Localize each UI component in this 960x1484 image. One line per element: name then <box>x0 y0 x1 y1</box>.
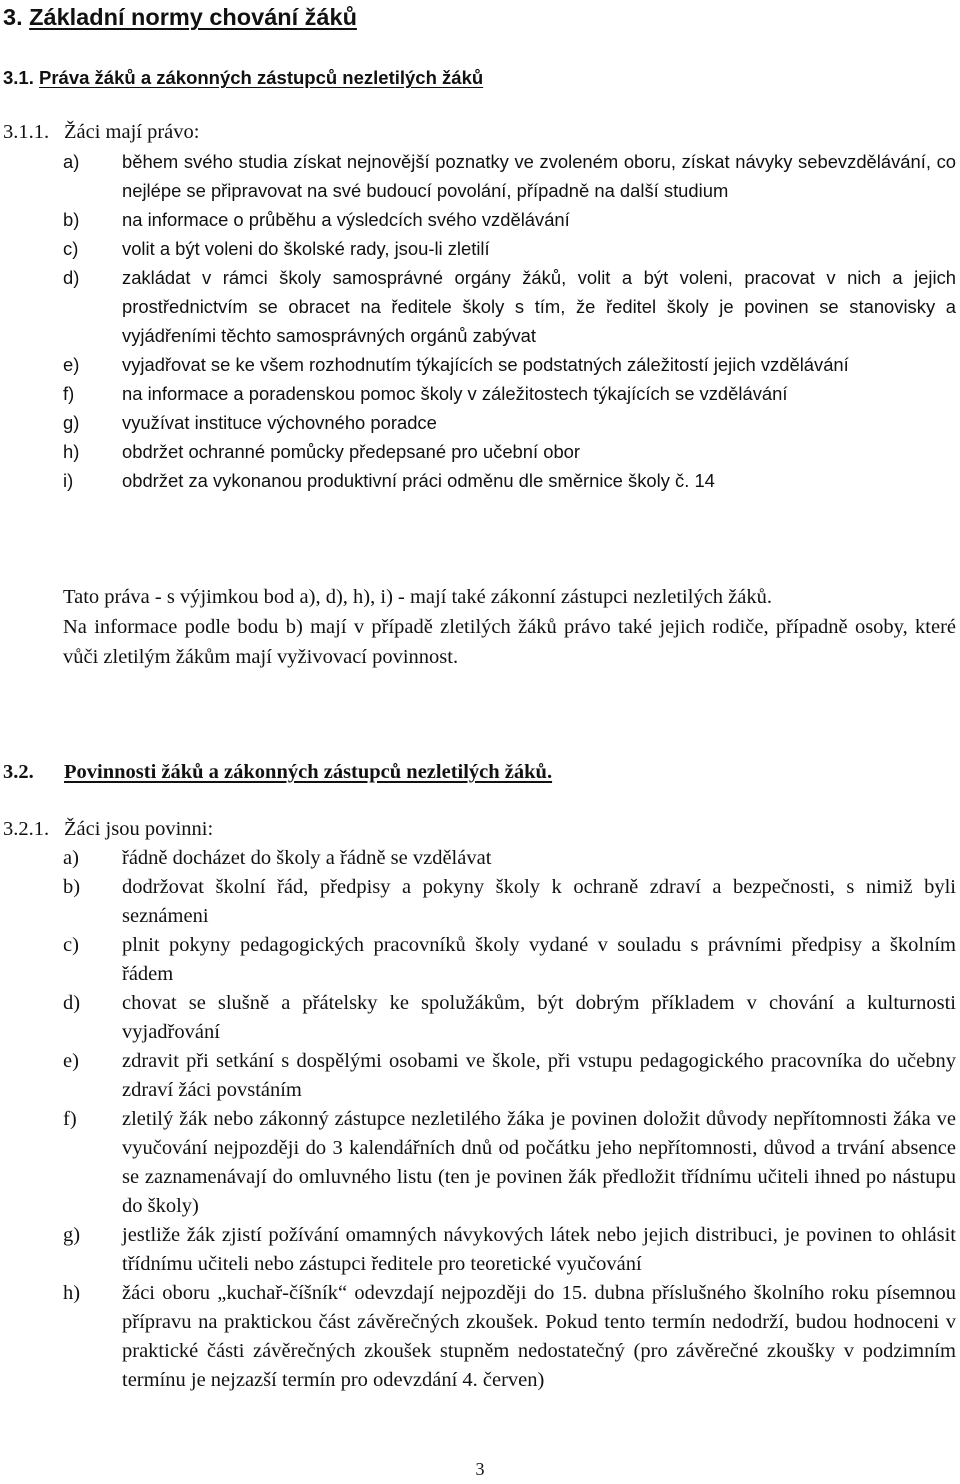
list-item: b) na informace o průběhu a výsledcích svého vzdělávání <box>63 209 570 230</box>
list-item: h) žáci oboru „kuchař-číšník“ odevzdají nejpozději do 15. dubna příslušného školního roku písemnou přípravu na praktickou část závěrečných zkoušek. Pokud tento termín nedodrží, budou hodnoceni v praktické části závěrečných zkoušek stupněm nedostatečný (pro závěrečné zkoušky v podzimním termínu je nejzazší termín pro odevzdání 4. červen) <box>63 1282 956 1391</box>
section-title: Práva žáků a zákonných zástupců nezletilých žáků <box>39 67 484 88</box>
list-item: h) obdržet ochranné pomůcky předepsané pro učební obor <box>63 441 581 462</box>
chapter-number: 3. <box>3 4 23 30</box>
list-item: f) zletilý žák nebo zákonný zástupce nezletilého žáka je povinen doložit důvody nepřítomnosti žáka ve vyučování nejpozději do 3 kalendářních dnů od počátku jeho nepřítomnosti, důvod a trvání absence se zaznamenávají do omluvného listu (ten je povinen žák předložit třídnímu učiteli ihned po nástupu do školy) <box>63 1108 956 1217</box>
list-item: g) využívat instituce výchovného poradce <box>63 412 437 433</box>
chapter-title: Základní normy chování žáků <box>29 4 357 30</box>
section-heading-rights <box>3 66 483 90</box>
list-item: f) na informace a poradenskou pomoc školy v záležitostech týkajících se vzdělávání <box>63 383 788 404</box>
list-item: d) zakládat v rámci školy samosprávné orgány žáků, volit a být voleni, pracovat v nich a jejich prostřednictvím se obracet na ředitele školy s tím, že ředitel školy je povinen se stanovisky a vyjádřeními těchto samosprávných orgánů zabývat <box>63 267 956 346</box>
list-item: c) volit a být voleni do školské rady, jsou-li zletilí <box>63 238 490 259</box>
list-item: c) plnit pokyny pedagogických pracovníků školy vydané v souladu s právními předpisy a školním řádem <box>63 934 956 985</box>
list-item: a) během svého studia získat nejnovější poznatky ve zvoleném oboru, získat návyky sebevzdělávání, co nejlépe se připravovat na své budoucí povolání, případně na další studium <box>63 151 956 201</box>
list-item: a) řádně docházet do školy a řádně se vzdělávat <box>63 847 492 869</box>
subsection-heading-rights <box>3 118 199 147</box>
section-number: 3.1. <box>3 67 34 88</box>
chapter-heading <box>3 2 357 32</box>
note-paragraph: Na informace podle bodu b) mají v případě zletilých žáků právo také jejich rodiče, případně osoby, které vůči zletilým žákům mají vyživovací povinnost. <box>63 616 956 668</box>
subsection-title: Žáci mají právo: <box>64 121 200 143</box>
subsection-title: Žáci jsou povinni: <box>64 818 214 840</box>
page-number: 3 <box>475 1459 485 1479</box>
section-number: 3.2. <box>3 761 34 783</box>
list-item: g) jestliže žák zjistí požívání omamných návykových látek nebo jejich distribuci, je povinen to ohlásit třídnímu učiteli nebo zástupci ředitele pro teoretické vyučování <box>63 1224 956 1275</box>
rights-list <box>63 147 956 495</box>
list-item: i) obdržet za vykonanou produktivní práci odměnu dle směrnice školy č. 14 <box>63 470 715 491</box>
duties-list <box>63 844 956 1395</box>
section-heading-duties <box>3 759 552 785</box>
subsection-heading-duties <box>3 815 213 844</box>
subsection-number: 3.2.1. <box>3 818 50 840</box>
rights-notes <box>63 582 956 672</box>
list-item: b) dodržovat školní řád, předpisy a pokyny školy k ochraně zdraví a bezpečnosti, s nimiž byli seznámeni <box>63 876 956 927</box>
subsection-number: 3.1.1. <box>3 121 50 143</box>
list-item: e) zdravit při setkání s dospělými osobami ve škole, při vstupu pedagogického pracovníka do učebny zdraví žáci povstáním <box>63 1050 956 1101</box>
note-paragraph: Tato práva - s výjimkou bod a), d), h), i) - mají také zákonní zástupci nezletilých žáků. <box>63 586 772 608</box>
list-item: d) chovat se slušně a přátelsky ke spolužákům, být dobrým příkladem v chování a kulturnosti vyjadřování <box>63 992 956 1043</box>
section-title: Povinnosti žáků a zákonných zástupců nezletilých žáků. <box>64 761 553 783</box>
list-item: e) vyjadřovat se ke všem rozhodnutím týkajících se podstatných záležitostí jejich vzdělávání <box>63 354 849 375</box>
